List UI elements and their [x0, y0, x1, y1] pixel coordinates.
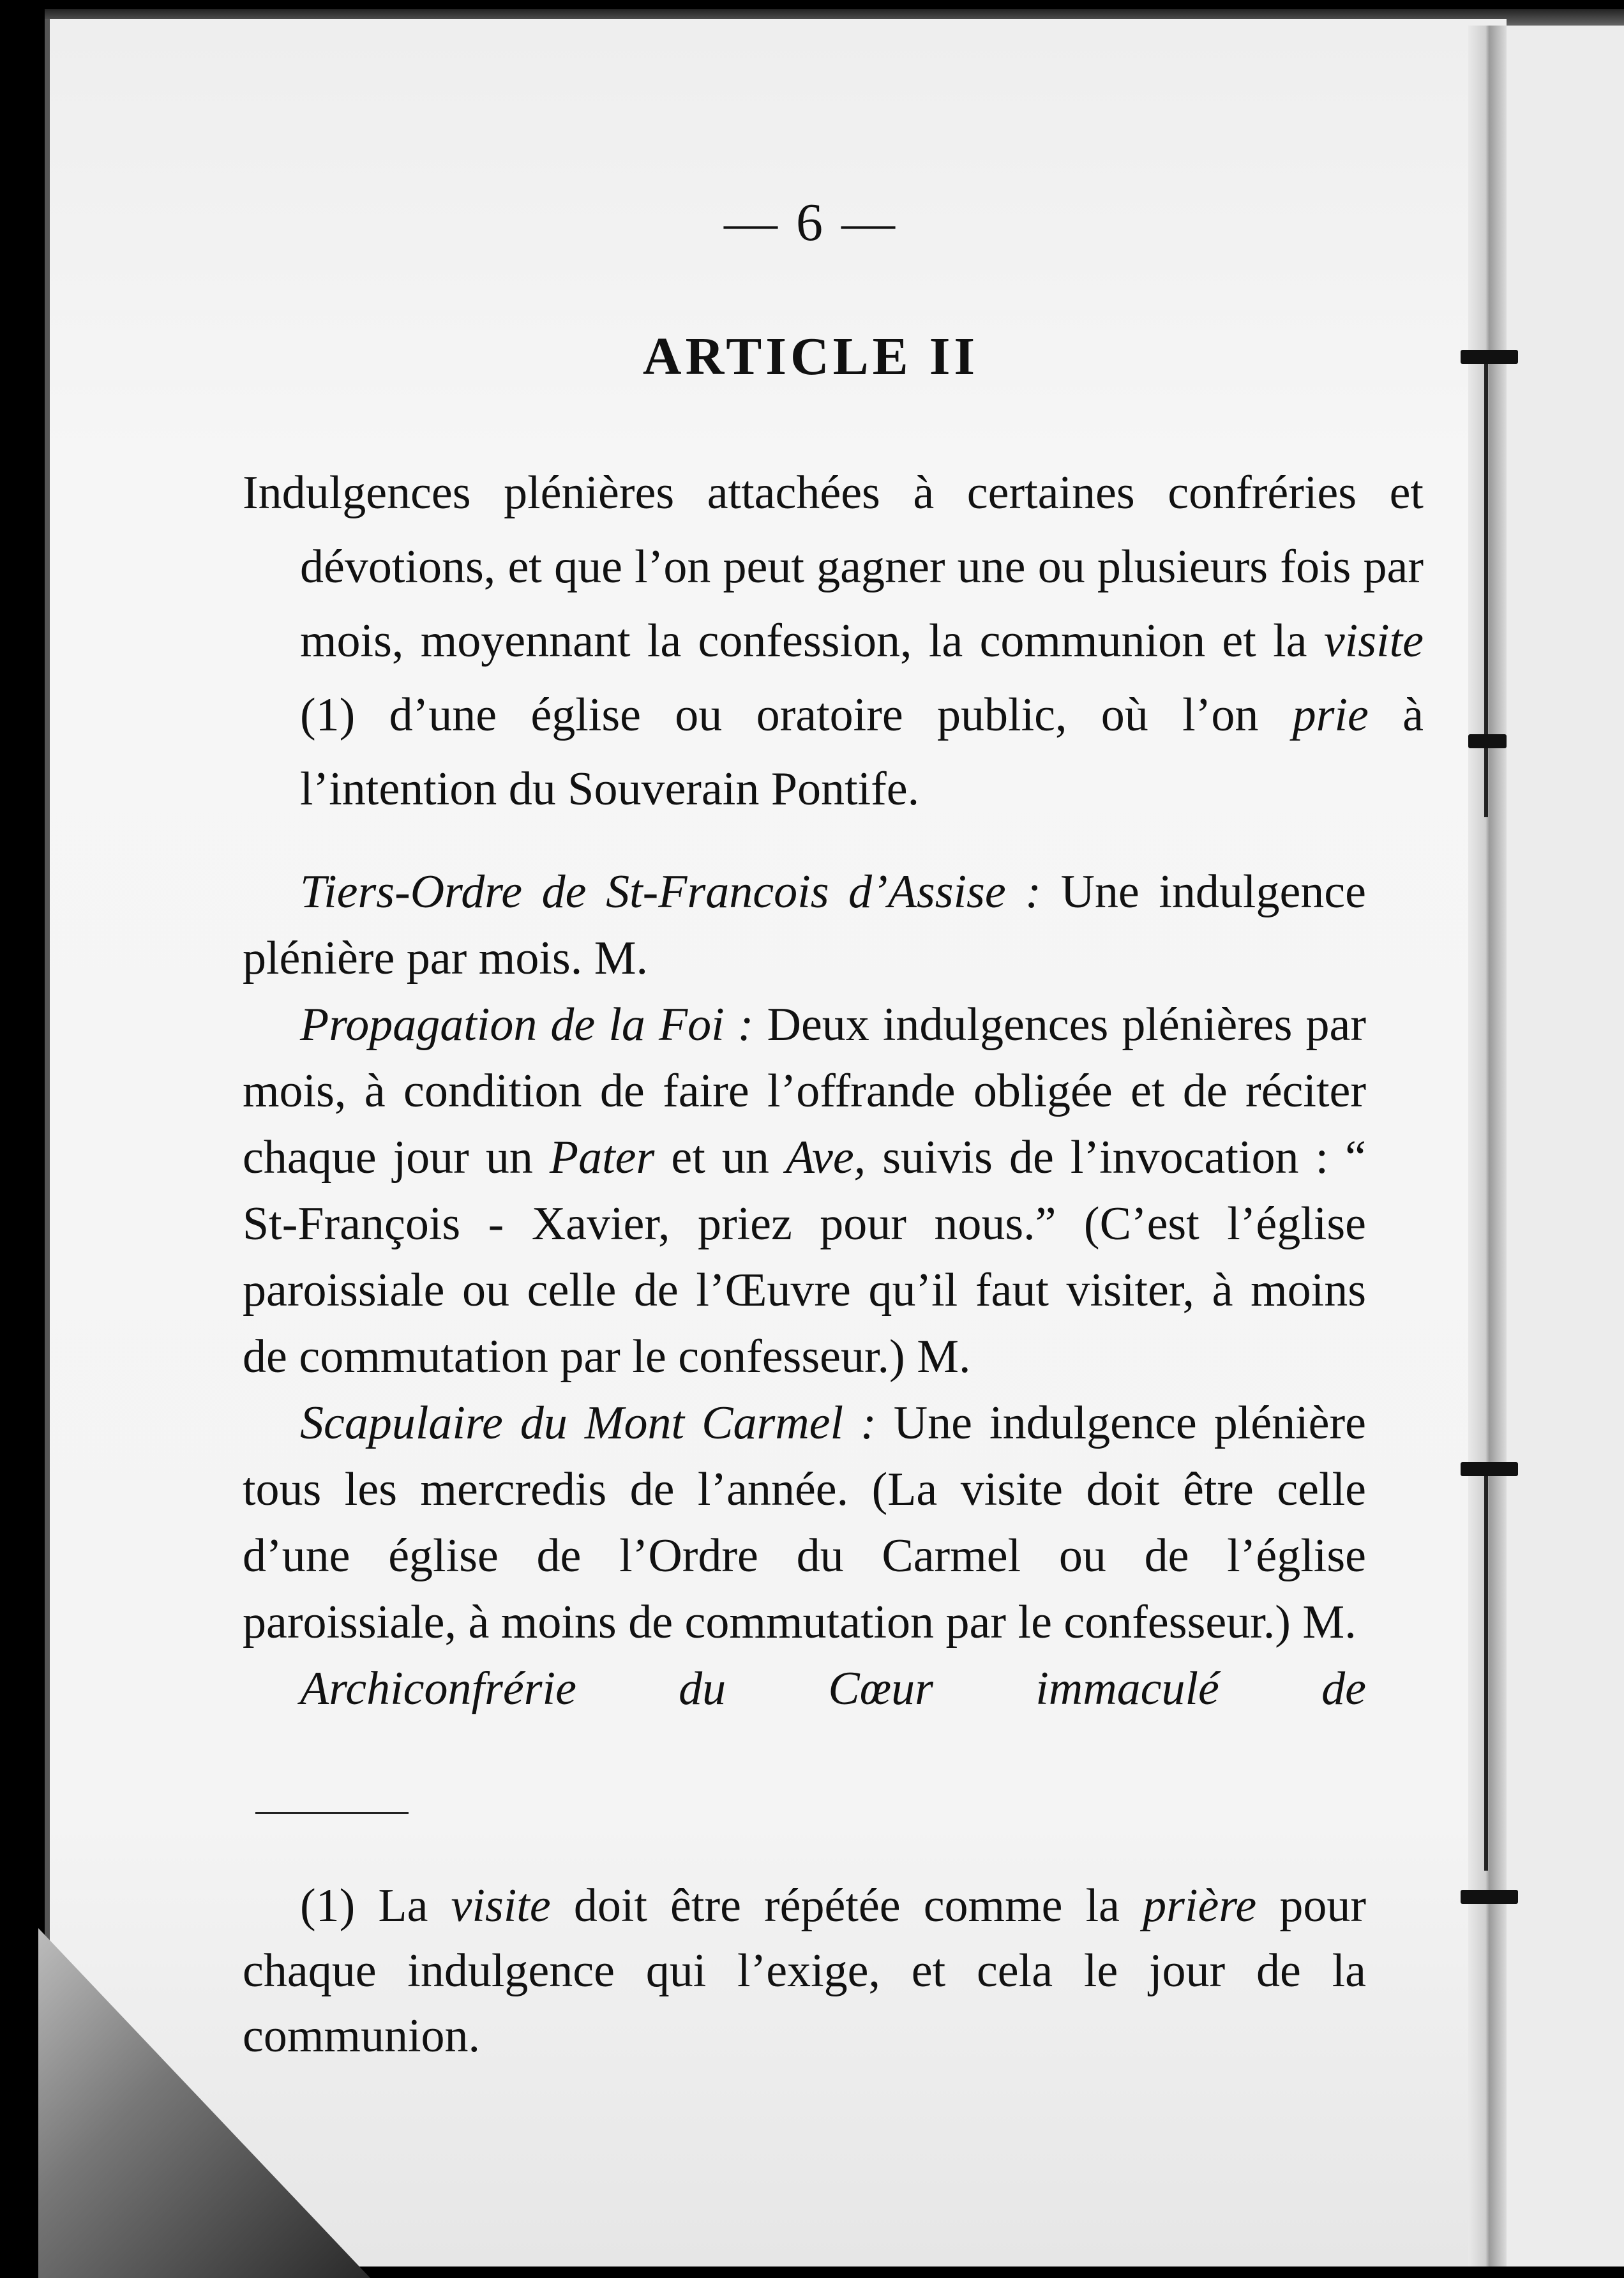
intro-prie-word: prie: [1292, 689, 1369, 741]
footnote-text: (1) La: [300, 1880, 451, 1932]
intro-text: Indulgences plénières attachées à certaines confréries et dévotions, et que l’on peut gagner une ou plusieurs fois par mois, moyennant la confession, la communion et la: [243, 467, 1424, 667]
binding-stitch: [1461, 1462, 1518, 1476]
footnote: [243, 1873, 1366, 2069]
footnote-visite-word: visite: [451, 1880, 551, 1932]
footnote-rule: [255, 1812, 409, 1814]
entry-text: Une indulgence plénière par mois. M.: [243, 866, 1366, 984]
entry-text: Une indulgence plénière tous les mercredis de l’année. (La visite doit être celle d’une église de l’Ordre du Carmel ou de l’église paroissiale, à moins de commutation par le confesseur.) M.: [243, 1397, 1366, 1648]
footnote-priere-word: prière: [1143, 1880, 1257, 1932]
entry-title: Tiers-Ordre de St-Francois d’Assise :: [300, 866, 1041, 918]
binding-thread: [1484, 1462, 1488, 1871]
entry-pater-word: Pater: [549, 1131, 655, 1184]
entry-scapulaire: [243, 1390, 1366, 1656]
entry-ave-word: Ave,: [785, 1131, 866, 1184]
entry-text: suivis de l’invocation : “ St-François - Xavier, priez pour nous.” (C’est l’église paroissiale ou celle de l’Œuvre qu’il faut visiter, à moins de commutation par le confesseur.) M.: [243, 1131, 1366, 1383]
entry-title: Archiconfrérie du Cœur immaculé de: [300, 1663, 1366, 1715]
entry-tiers-ordre: [243, 859, 1366, 992]
entry-title: Propagation de la Foi :: [300, 999, 754, 1051]
article-heading: ARTICLE II: [642, 327, 979, 386]
entry-text: et un: [654, 1131, 786, 1184]
right-page-edge: [1507, 26, 1624, 2267]
entry-title: Scapulaire du Mont Carmel :: [300, 1397, 876, 1449]
intro-text: à l’intention du Souverain Pontife.: [300, 689, 1424, 815]
entry-text: Deux indulgences plénières par mois, à condition de faire l’offrande obligée et de réciter chaque jour un: [243, 999, 1366, 1184]
footnote-text: pour chaque indulgence qui l’exige, et cela le jour de la communion.: [243, 1880, 1366, 2062]
footnote-text: doit être répétée comme la: [550, 1880, 1143, 1932]
page-number: — 6 —: [724, 193, 898, 252]
entry-propagation-foi: [243, 992, 1366, 1390]
intro-visite-word: visite: [1323, 615, 1424, 667]
binding-stitch: [1461, 1890, 1518, 1904]
indulgence-entries: [243, 859, 1366, 1722]
article-intro: [243, 456, 1424, 826]
entry-archiconfrerie: [243, 1656, 1366, 1722]
binding-thread: [1484, 358, 1488, 817]
binding-stitch: [1461, 350, 1518, 364]
binding-stitch: [1468, 734, 1507, 748]
intro-text: (1) d’une église ou oratoire public, où l’on: [300, 689, 1293, 741]
